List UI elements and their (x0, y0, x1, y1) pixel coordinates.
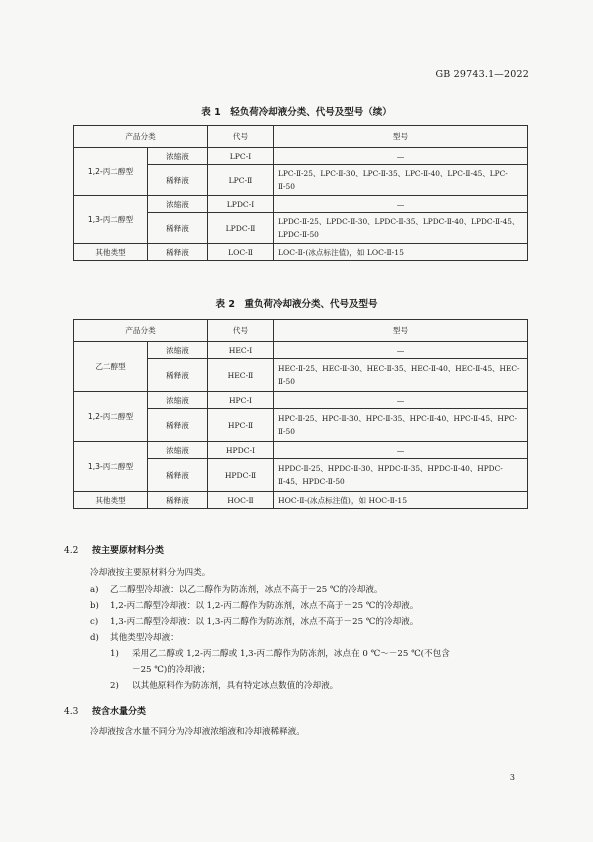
section-4-2-heading (64, 543, 164, 556)
list-label: a) (90, 585, 99, 595)
list-item (90, 632, 179, 645)
sub-list-item (110, 648, 450, 661)
table-row (74, 148, 528, 165)
model-cell: — (274, 392, 528, 409)
table-heavy-duty-coolant (73, 319, 528, 509)
model-cell: HPDC-Ⅱ-25、HPDC-Ⅱ-30、HPDC-Ⅱ-35、HPDC-Ⅱ-40、HPDC-Ⅱ-45、HPDC-Ⅱ-50 (274, 459, 528, 492)
type-cell: 浓缩液 (148, 442, 208, 459)
type-cell: 浓缩液 (148, 196, 208, 213)
list-label: d) (90, 633, 99, 643)
model-cell: LPDC-Ⅱ-25、LPDC-Ⅱ-30、LPDC-Ⅱ-35、LPDC-Ⅱ-40、LPDC-Ⅱ-45、LPDC-Ⅱ-50 (274, 213, 528, 244)
code-cell: LPC-Ⅱ (208, 165, 274, 196)
table-row (74, 442, 528, 459)
header-product-category: 产品分类 (74, 320, 208, 342)
header-code: 代号 (208, 126, 274, 148)
sub-list-item (110, 680, 338, 693)
type-cell: 浓缩液 (148, 342, 208, 359)
table-row (74, 196, 528, 213)
code-cell: HOC-Ⅱ (208, 492, 274, 509)
section-4-3-text: 冷却液按含水量不同分为冷却液浓缩液和冷却液稀释液。 (90, 727, 305, 737)
category-cell: 乙二醇型 (74, 342, 148, 392)
model-cell: HOC-Ⅱ-(冰点标注值)，如 HOC-Ⅱ-15 (274, 492, 528, 509)
code-cell: LPDC-Ⅰ (208, 196, 274, 213)
type-cell: 稀释液 (148, 244, 208, 261)
list-label: 2) (110, 681, 119, 691)
category-cell: 其他类型 (74, 244, 148, 261)
model-cell: — (274, 148, 528, 165)
list-text: 以其他原料作为防冻剂，具有特定冰点数值的冷却液。 (132, 681, 339, 691)
type-cell: 稀释液 (148, 409, 208, 442)
header-code: 代号 (208, 320, 274, 342)
list-label: 1) (110, 649, 119, 659)
list-item (90, 616, 418, 629)
section-title: 按主要原材料分类 (92, 546, 165, 556)
model-cell: — (274, 196, 528, 213)
type-cell: 浓缩液 (148, 148, 208, 165)
type-cell: 稀释液 (148, 359, 208, 392)
category-cell: 1,2-丙二醇型 (74, 148, 148, 196)
list-text: 其他类型冷却液： (110, 633, 179, 643)
code-cell: HEC-Ⅰ (208, 342, 274, 359)
category-cell: 1,3-丙二醇型 (74, 196, 148, 244)
code-cell: LPC-Ⅰ (208, 148, 274, 165)
code-cell: HPDC-Ⅱ (208, 459, 274, 492)
page-number: 3 (509, 773, 515, 782)
model-cell: HPC-Ⅱ-25、HPC-Ⅱ-30、HPC-Ⅱ-35、HPC-Ⅱ-40、HPC-Ⅱ-45、HPC-Ⅱ-50 (274, 409, 528, 442)
type-cell: 稀释液 (148, 165, 208, 196)
table-row (74, 244, 528, 261)
table-header-row (74, 320, 528, 342)
table1-caption: 表 1 轻负荷冷却液分类、代号及型号（续） (201, 107, 392, 118)
header-model: 型号 (274, 320, 528, 342)
code-cell: HEC-Ⅱ (208, 359, 274, 392)
model-cell: LPC-Ⅱ-25、LPC-Ⅱ-30、LPC-Ⅱ-35、LPC-Ⅱ-40、LPC-Ⅱ-45、LPC-Ⅱ-50 (274, 165, 528, 196)
code-cell: LPDC-Ⅱ (208, 213, 274, 244)
category-cell: 1,2-丙二醇型 (74, 392, 148, 442)
list-item (90, 584, 383, 597)
list-text: 1,2-丙二醇型冷却液：以 1,2-丙二醇作为防冻剂，冰点不高于－25 ℃的冷却液。 (110, 601, 419, 611)
table-header-row (74, 126, 528, 148)
table-row (74, 342, 528, 359)
list-item (90, 600, 418, 613)
standard-number: GB 29743.1—2022 (435, 69, 529, 80)
section-number: 4.2 (64, 546, 79, 556)
table-row (74, 392, 528, 409)
type-cell: 稀释液 (148, 213, 208, 244)
table-row (74, 492, 528, 509)
type-cell: 稀释液 (148, 459, 208, 492)
model-cell: — (274, 342, 528, 359)
table2-caption: 表 2 重负荷冷却液分类、代号及型号 (215, 299, 378, 310)
list-label: b) (90, 601, 99, 611)
section-title: 按含水量分类 (92, 707, 147, 717)
list-text: 采用乙二醇或 1,2-丙二醇或 1,3-丙二醇作为防冻剂，冰点在 0 ℃～－25 ℃(不包含 (132, 649, 450, 659)
type-cell: 稀释液 (148, 492, 208, 509)
category-cell: 1,3-丙二醇型 (74, 442, 148, 492)
section-4-2-intro: 冷却液按主要原材料分为四类。 (90, 568, 211, 578)
code-cell: LOC-Ⅱ (208, 244, 274, 261)
list-label: c) (90, 617, 99, 627)
model-cell: LOC-Ⅱ-(冰点标注值)，如 LOC-Ⅱ-15 (274, 244, 528, 261)
model-cell: — (274, 442, 528, 459)
category-cell: 其他类型 (74, 492, 148, 509)
sub-list-continuation: －25 ℃)的冷却液； (132, 665, 211, 675)
table-light-duty-coolant (73, 125, 528, 261)
section-4-3-heading (64, 704, 146, 717)
section-number: 4.3 (64, 707, 79, 717)
type-cell: 浓缩液 (148, 392, 208, 409)
header-product-category: 产品分类 (74, 126, 208, 148)
model-cell: HEC-Ⅱ-25、HEC-Ⅱ-30、HEC-Ⅱ-35、HEC-Ⅱ-40、HEC-Ⅱ-45、HEC-Ⅱ-50 (274, 359, 528, 392)
code-cell: HPC-Ⅰ (208, 392, 274, 409)
header-model: 型号 (274, 126, 528, 148)
list-text: 1,3-丙二醇型冷却液：以 1,3-丙二醇作为防冻剂，冰点不高于－25 ℃的冷却液。 (110, 617, 419, 627)
code-cell: HPDC-Ⅰ (208, 442, 274, 459)
list-text: 乙二醇型冷却液：以乙二醇作为防冻剂，冰点不高于－25 ℃的冷却液。 (110, 585, 383, 595)
code-cell: HPC-Ⅱ (208, 409, 274, 442)
